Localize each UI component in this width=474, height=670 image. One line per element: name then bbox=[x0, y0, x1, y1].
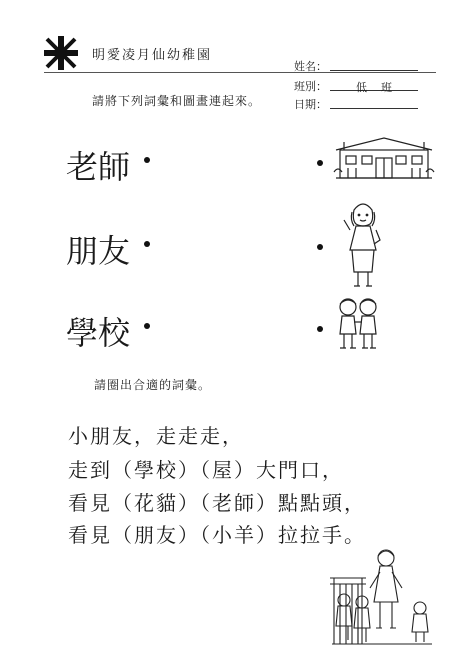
school-logo-icon bbox=[44, 36, 78, 70]
matching-instruction: 請將下列詞彙和圖畫連起來。 bbox=[92, 94, 262, 108]
picture-dot-1[interactable] bbox=[317, 160, 323, 166]
teacher-children-gate-drawing bbox=[330, 548, 434, 648]
word-dot-2[interactable] bbox=[144, 241, 150, 247]
poem-line-3: 看見（花貓）（老師）點點頭， bbox=[68, 491, 366, 515]
picture-dot-2[interactable] bbox=[317, 244, 323, 250]
picture-dot-3[interactable] bbox=[317, 326, 323, 332]
school-name: 明愛凌月仙幼稚園 bbox=[92, 48, 213, 63]
teacher-drawing bbox=[342, 200, 384, 292]
poem-line-4: 看見（朋友）（小羊）拉拉手。 bbox=[68, 523, 366, 547]
poem-line-2: 走到（學校）（屋）大門口， bbox=[68, 458, 344, 482]
class-value: 低 班 bbox=[356, 81, 392, 94]
name-field[interactable] bbox=[330, 56, 418, 71]
class-field[interactable] bbox=[330, 76, 418, 94]
word-school: 學校 bbox=[66, 314, 131, 352]
circle-instruction: 請圈出合適的詞彙。 bbox=[94, 378, 212, 392]
school-building-drawing bbox=[334, 134, 434, 180]
header-rule bbox=[44, 72, 436, 73]
class-label: 班別： bbox=[294, 80, 327, 93]
poem-line-1: 小朋友，走走走， bbox=[68, 424, 244, 448]
word-dot-3[interactable] bbox=[144, 323, 150, 329]
word-dot-1[interactable] bbox=[144, 157, 150, 163]
word-friend: 朋友 bbox=[66, 232, 131, 270]
children-drawing bbox=[334, 296, 384, 354]
date-label: 日期： bbox=[294, 98, 327, 111]
word-teacher: 老師 bbox=[66, 148, 131, 186]
date-field[interactable] bbox=[330, 94, 418, 109]
name-label: 姓名： bbox=[294, 60, 327, 73]
